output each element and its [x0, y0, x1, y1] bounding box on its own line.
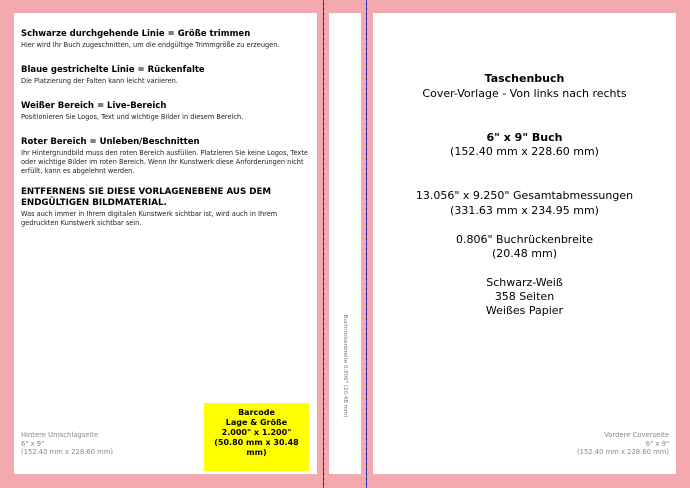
instruction-text: Positionieren Sie Logos, Text und wichtige Bilder in diesem Bereich. — [21, 113, 244, 121]
book-size: 6" x 9" Buch — [486, 131, 563, 144]
instruction-text: Ihr Hintergrundbild muss den roten Bereich ausfüllen. Platzieren Sie keine Logos, Texte oder wichtige Bilder im roten Bereich. Wenn Ihr Kunstwerk diese Anforderungen nicht erfüllt, kann es abgelehnt werden. — [21, 149, 308, 175]
instruction-remove-template — [21, 187, 311, 228]
instruction-heading: Schwarze durchgehende Linie = Größe trimmen — [21, 29, 251, 39]
footer-size: 6" x 9" — [21, 439, 45, 448]
footer-size: 6" x 9" — [645, 439, 669, 448]
instruction-heading: Weißer Bereich = Live-Bereich — [21, 101, 167, 111]
instruction-fold — [21, 65, 311, 86]
instruction-live-area — [21, 101, 311, 122]
total-dimensions-mm: (331.63 mm x 234.95 mm) — [450, 204, 599, 217]
footer-label: Hintere Umschlagseite — [21, 431, 99, 439]
barcode-subtitle: Lage & Größe — [225, 418, 288, 427]
instruction-text: Was auch immer in Ihrem digitalen Kunstwerk sichtbar ist, wird auch in Ihrem gedruckten Kunstwerk sichtbar sein. — [21, 210, 278, 227]
instruction-trim — [21, 29, 311, 50]
back-cover-footer — [21, 431, 113, 457]
back-cover-panel — [14, 13, 317, 474]
instruction-heading: Roter Bereich = Unleben/Beschnitten — [21, 137, 200, 147]
instruction-text: Hier wird Ihr Buch zugeschnitten, um die endgültige Trimmgröße zu erzeugen. — [21, 41, 280, 49]
fold-line-right — [366, 0, 367, 488]
instruction-bleed — [21, 137, 311, 176]
paper-type: Weißes Papier — [485, 304, 564, 317]
cover-subtitle: Cover-Vorlage - Von links nach rechts — [422, 87, 627, 100]
front-cover-footer — [577, 431, 669, 457]
footer-size-mm: (152.40 mm x 228.60 mm) — [21, 448, 114, 457]
footer-label: Vordere Coverseite — [604, 431, 669, 439]
spine-width: 0.806" Buchrückenbreite — [455, 233, 593, 246]
barcode-title: Barcode — [238, 408, 275, 417]
barcode-size: 2.000" x 1.200" — [221, 428, 292, 437]
page-count: 358 Seiten — [494, 290, 555, 303]
spine-width-mm: (20.48 mm) — [491, 247, 557, 260]
spine-panel — [329, 13, 361, 474]
cover-title: Taschenbuch — [484, 72, 565, 85]
fold-line-left — [323, 0, 324, 488]
print-color: Schwarz-Weiß — [486, 276, 563, 289]
spine-width-label: Buchrückenbreite 0.806" (20.48 mm) — [342, 314, 348, 418]
footer-size-mm: (152.40 mm x 228.60 mm) — [576, 448, 669, 457]
barcode-area — [204, 403, 309, 471]
instruction-heading: ENTFERNENS SIE DIESE VORLAGENEBENE AUS DEM ENDGÜLTIGEN BILDMATERIAL. — [21, 187, 272, 208]
instruction-heading: Blaue gestrichelte Linie = Rückenfalte — [21, 65, 205, 75]
front-cover-panel — [373, 13, 676, 474]
instruction-text: Die Platzierung der Falten kann leicht variieren. — [21, 77, 178, 85]
barcode-size-mm: (50.80 mm x 30.48 mm) — [214, 438, 299, 457]
total-dimensions: 13.056" x 9.250" Gesamtabmessungen — [415, 189, 634, 202]
book-size-mm: (152.40 mm x 228.60 mm) — [450, 145, 599, 158]
